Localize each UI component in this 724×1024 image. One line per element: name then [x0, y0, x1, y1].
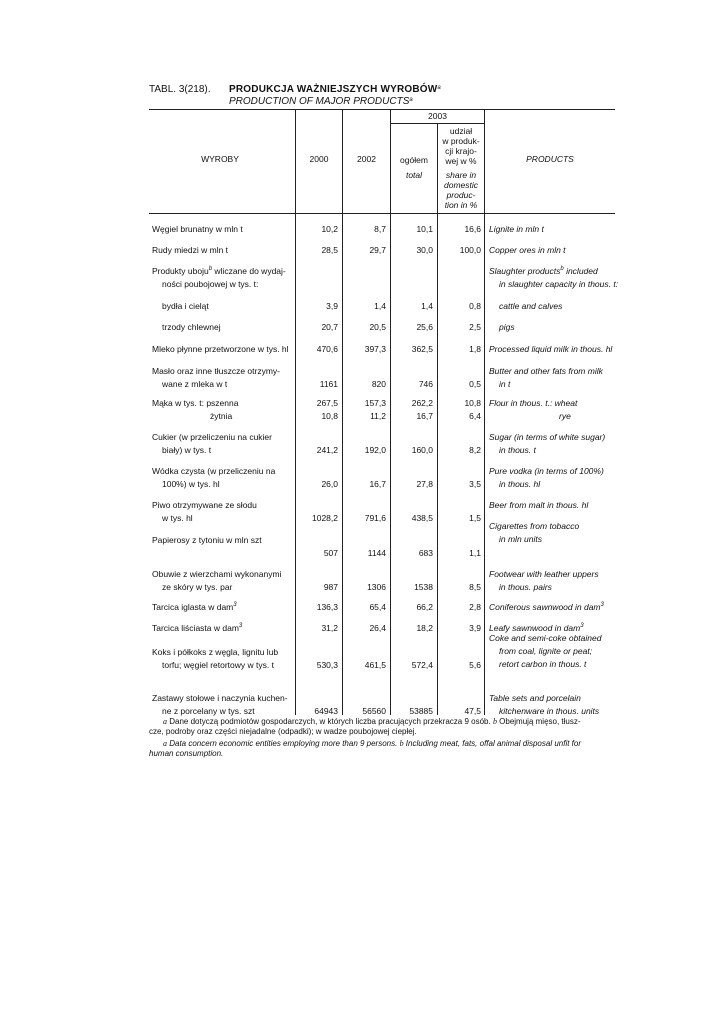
col-head-wyroby: WYROBY [201, 154, 239, 164]
cell-total: 683 [418, 548, 433, 558]
footnote-polish: a Dane dotyczą podmiotów gospodarczych, w których liczba pracujących przekracza 9 osób. b Obejmują mięso, tłusz- cze, podroby oraz części niejadalne (odpadki); w wadze poubojowej ciepłej. [149, 717, 581, 736]
row-label-pl: Węgiel brunatny w mln t [152, 224, 243, 234]
cell-share: 0,5 [469, 379, 481, 389]
title-english: PRODUCTION OF MAJOR PRODUCTS$^a$ [229, 96, 413, 107]
cell-v2002: 461,5 [364, 660, 386, 670]
cell-share: 1,8 [469, 344, 481, 354]
cell-share: 3,5 [469, 479, 481, 489]
cell-share: 8,5 [469, 582, 481, 592]
cell-v2000: 241,2 [316, 445, 338, 455]
cell-total: 66,2 [416, 602, 433, 612]
cell-v2002: 1144 [367, 548, 386, 558]
row-label-pl: Tarcica liściasta w dam$^3$ [152, 623, 243, 633]
row-label-en: Lignite in mln t [489, 224, 544, 234]
row-label-pl: Papierosy z tytoniu w mln szt [152, 535, 262, 545]
col-head-share: share in domestic produc- tion in % [443, 170, 478, 210]
cell-share: 8,2 [469, 445, 481, 455]
row-label-pl: Piwo otrzymywane ze słodu w tys. hl [152, 500, 257, 523]
row-label-pl: trzody chlewnej [162, 322, 221, 332]
row-label-en: Footwear with leather uppers in thous. pairs [489, 569, 599, 592]
cell-v2002: 29,7 [369, 245, 386, 255]
col-head-udzial: udział w produk- cji krajo- wej w % [442, 126, 480, 166]
col-head-2003: 2003 [428, 111, 447, 121]
col-head-2002: 2002 [357, 154, 376, 164]
row-label-en: Processed liquid milk in thous. hl [489, 344, 613, 354]
row-label-en: cattle and calves [499, 301, 563, 311]
row-label-en: Coke and semi-coke obtained from coal, lignite or peat; retort carbon in thous. t [489, 633, 602, 669]
row-label-en: pigs [499, 322, 515, 332]
cell-v2000: 1161 [319, 379, 338, 389]
title-footnote-mark: a [437, 85, 441, 91]
cell-share: 0,8 [469, 301, 481, 311]
cell-v2002: 820 [371, 379, 386, 389]
footnote-english: a Data concern economic entities employing more than 9 persons. b Including meat, fats, offal animal disposal unfit for human consumption. [149, 739, 582, 758]
row-label-en: Cigarettes from tobacco in mln units [489, 521, 580, 544]
cell-share: 47,5 [464, 706, 481, 716]
row-label-en: Table sets and porcelain kitchenware in thous. units [489, 693, 600, 716]
cell-share: 5,6 [469, 660, 481, 670]
cell-share: 2,5 [469, 322, 481, 332]
cell-v2000: 3,9 [326, 301, 338, 311]
row-label-en: Beer from malt in thous. hl [489, 500, 589, 510]
cell-v2000: 136,3 [316, 602, 338, 612]
cell-v2000: 20,7 [321, 322, 338, 332]
cell-v2000: 507 [323, 548, 338, 558]
cell-total: 746 [418, 379, 433, 389]
cell-total: 30,0 [416, 245, 433, 255]
cell-v2000: 470,6 [316, 344, 338, 354]
cell-v2002: 56560 [362, 706, 386, 716]
cell-total: 572,4 [411, 660, 433, 670]
row-label-en: Slaughter products$^b$ included in slaughter capacity in thous. t: [489, 266, 619, 289]
cell-total: 1,4 [421, 301, 433, 311]
cell-total-rye: 16,7 [416, 411, 433, 421]
table-top-rule [149, 109, 615, 110]
row-label-en: Leafy sawnwood in dam$^3$ [489, 623, 584, 633]
cell-v2002: 192,0 [364, 445, 386, 455]
cell-total: 160,0 [411, 445, 433, 455]
cell-share-rye: 6,4 [469, 411, 481, 421]
row-label-pl: Cukier (w przeliczeniu na cukier biały) w tys. t [152, 432, 272, 455]
cell-total: 27,8 [416, 479, 433, 489]
cell-v2000: 530,3 [316, 660, 338, 670]
row-label-pl: Produkty uboju$^b$ wliczane do wydaj- ności poubojowej w tys. t: [152, 266, 286, 289]
cell-v2000: 28,5 [321, 245, 338, 255]
cell-total: 1538 [414, 582, 433, 592]
cell-v2000: 31,2 [321, 623, 338, 633]
cell-share: 1,5 [469, 513, 481, 523]
cell-v2000: 64943 [314, 706, 338, 716]
row-label-en: Butter and other fats from milk in t [489, 366, 603, 389]
cell-total: 438,5 [411, 513, 433, 523]
col-head-2000: 2000 [309, 154, 329, 164]
cell-v2000: 1028,2 [312, 513, 338, 523]
table-number: TABL. 3(218). [149, 84, 211, 95]
cell-v2000-rye: 10,8 [321, 411, 338, 421]
row-label-pl: Rudy miedzi w mln t [152, 245, 229, 255]
cell-v2002: 26,4 [369, 623, 386, 633]
cell-share: 3,9 [469, 623, 481, 633]
cell-total: 10,1 [416, 224, 433, 234]
row-label-pl: Tarcica iglasta w dam$^3$ [152, 602, 237, 612]
row-label-pl: Mleko płynne przetworzone w tys. hl [152, 344, 289, 354]
cell-v2002: 157,3 [364, 398, 386, 408]
table-header [149, 84, 441, 108]
row-label-pl: bydła i cieląt [162, 301, 209, 311]
cell-total: 18,2 [416, 623, 433, 633]
row-label-en: Copper ores in mln t [489, 245, 566, 255]
cell-v2000: 267,5 [316, 398, 338, 408]
cell-v2002: 20,5 [369, 322, 386, 332]
title-polish: PRODUKCJA WAŻNIEJSZYCH WYROBÓW [229, 84, 438, 95]
row-label-en: Coniferous sawnwood in dam$^3$ [489, 602, 604, 612]
col-divider-5 [484, 109, 485, 715]
row-label-pl: Obuwie z wierzchami wykonanymi ze skóry w tys. par [152, 569, 282, 592]
cell-total: 262,2 [411, 398, 433, 408]
cell-v2002: 8,7 [374, 224, 386, 234]
cell-v2002: 65,4 [369, 602, 386, 612]
row-label-pl: Koks i półkoks z węgla, lignitu lub torfu; węgiel retortowy w tys. t [152, 647, 279, 670]
cell-v2000: 987 [323, 582, 338, 592]
cell-total: 53885 [409, 706, 433, 716]
row-label-pl: Zastawy stołowe i naczynia kuchen- ne z porcelany w tys. szt [152, 693, 288, 716]
cell-share: 16,6 [464, 224, 481, 234]
col-head-products: PRODUCTS [526, 154, 574, 164]
cell-share: 10,8 [464, 398, 481, 408]
col-head-total: total [405, 170, 423, 180]
row-label-pl: Masło oraz inne tłuszcze otrzymy- wane z mleka w t [152, 366, 281, 389]
cell-share: 1,1 [469, 548, 481, 558]
cell-v2002: 1,4 [374, 301, 386, 311]
row-label-pl: Wódka czysta (w przeliczeniu na 100%) w tys. hl [152, 466, 276, 489]
row-label-en: Pure vodka (in terms of 100%) in thous. hl [489, 466, 604, 489]
cell-total: 25,6 [416, 322, 433, 332]
col-head-ogolem: ogółem [400, 155, 428, 165]
cell-v2002: 16,7 [369, 479, 386, 489]
row-label-pl: Mąka w tys. t: pszenna żytnia [152, 398, 239, 421]
cell-v2000: 10,2 [321, 224, 338, 234]
cell-v2002: 397,3 [364, 344, 386, 354]
cell-total: 362,5 [411, 344, 433, 354]
cell-v2000: 26,0 [321, 479, 338, 489]
cell-v2002: 791,6 [364, 513, 386, 523]
cell-v2002: 1306 [367, 582, 386, 592]
cell-share: 100,0 [459, 245, 481, 255]
row-label-en: Flour in thous. t.: wheat rye [489, 398, 578, 421]
header-bottom-rule [149, 213, 615, 214]
cell-share: 2,8 [469, 602, 481, 612]
cell-v2002-rye: 11,2 [370, 411, 386, 421]
row-label-en: Sugar (in terms of white sugar) in thous. t [489, 432, 606, 455]
